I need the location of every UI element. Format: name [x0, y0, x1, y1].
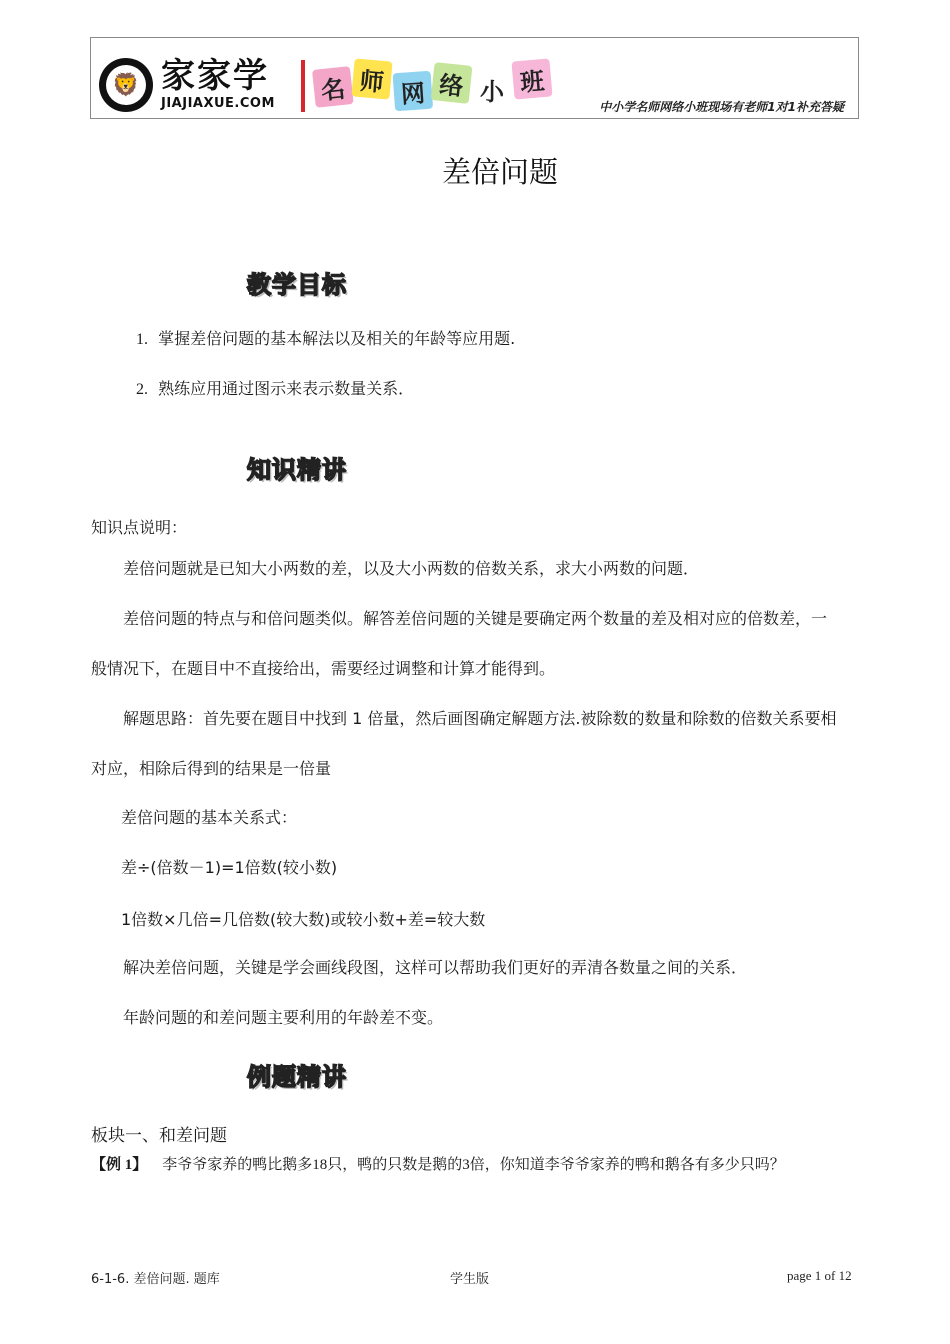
- page-title: 差倍问题: [441, 155, 558, 189]
- goal-item: [136, 326, 515, 349]
- slogan-text: 中小学名师网络小班现场有老师1对1补充答疑: [599, 100, 844, 114]
- goal-text: 熟练应用通过图示来表示数量关系．: [158, 379, 415, 398]
- examples-heading: 例题精讲: [247, 1063, 347, 1091]
- block-label: 板块一、和差问题: [91, 1126, 227, 1146]
- footer-center: 学生版: [450, 1272, 490, 1287]
- tile: 网: [393, 71, 434, 112]
- tile: 师: [351, 58, 392, 99]
- formula-line: 差÷(倍数－1)=1倍数(较小数): [121, 858, 338, 877]
- lion-logo-icon: 🦁: [99, 58, 153, 112]
- footer-page-number: page 1 of 12: [787, 1268, 852, 1283]
- tile: 班: [511, 58, 552, 99]
- knowledge-line: 差倍问题就是已知大小两数的差，以及大小两数的倍数关系，求大小两数的问题．: [123, 559, 700, 578]
- footer-left: 6-1-6. 差倍问题. 题库: [91, 1272, 220, 1287]
- goals-heading: 教学目标: [247, 271, 347, 299]
- brand-name-en: JIAJIAXUE.COM: [161, 96, 275, 111]
- knowledge-line: 年龄问题的和差问题主要利用的年龄差不变。: [123, 1008, 444, 1027]
- knowledge-line: 差倍问题的特点与和倍问题类似。解答差倍问题的关键是要确定两个数量的差及相对应的倍数差，一: [123, 609, 828, 628]
- tile: 名: [312, 66, 354, 108]
- goal-number: 1.: [136, 331, 148, 348]
- header-banner: [90, 37, 859, 119]
- example-tag: 【例 1】: [91, 1157, 148, 1173]
- knowledge-line: 解决差倍问题，关键是学会画线段图，这样可以帮助我们更好的弄清各数量之间的关系．: [123, 958, 748, 977]
- knowledge-label: 知识点说明：: [91, 518, 188, 537]
- knowledge-heading: 知识精讲: [247, 456, 347, 484]
- knowledge-line: 般情况下，在题目中不直接给出，需要经过调整和计算才能得到。: [91, 659, 556, 678]
- goal-item: [136, 376, 414, 399]
- brand: [161, 58, 275, 111]
- knowledge-line: 差倍问题的基本关系式：: [121, 808, 298, 827]
- knowledge-line: 解题思路：首先要在题目中找到 1 倍量，然后画图确定解题方法.被除数的数量和除数的倍数关系要相: [123, 709, 837, 728]
- tile: 小: [473, 70, 511, 108]
- example-1: [91, 1153, 785, 1174]
- brand-divider: [301, 60, 305, 112]
- goal-text: 掌握差倍问题的基本解法以及相关的年龄等应用题.: [158, 329, 516, 348]
- slogan-tiles: [313, 60, 553, 109]
- example-text: 李爷爷家养的鸭比鹅多18只，鸭的只数是鹅的3倍，你知道李爷爷家养的鸭和鹅各有多少只吗？: [162, 1157, 785, 1173]
- knowledge-line: 对应，相除后得到的结果是一倍量: [91, 759, 332, 778]
- goal-number: 2.: [136, 381, 148, 398]
- tile: 络: [431, 62, 473, 104]
- formula-line: 1倍数×几倍=几倍数(较大数)或较小数+差=较大数: [121, 910, 486, 929]
- brand-name-cn: 家家学: [161, 56, 269, 96]
